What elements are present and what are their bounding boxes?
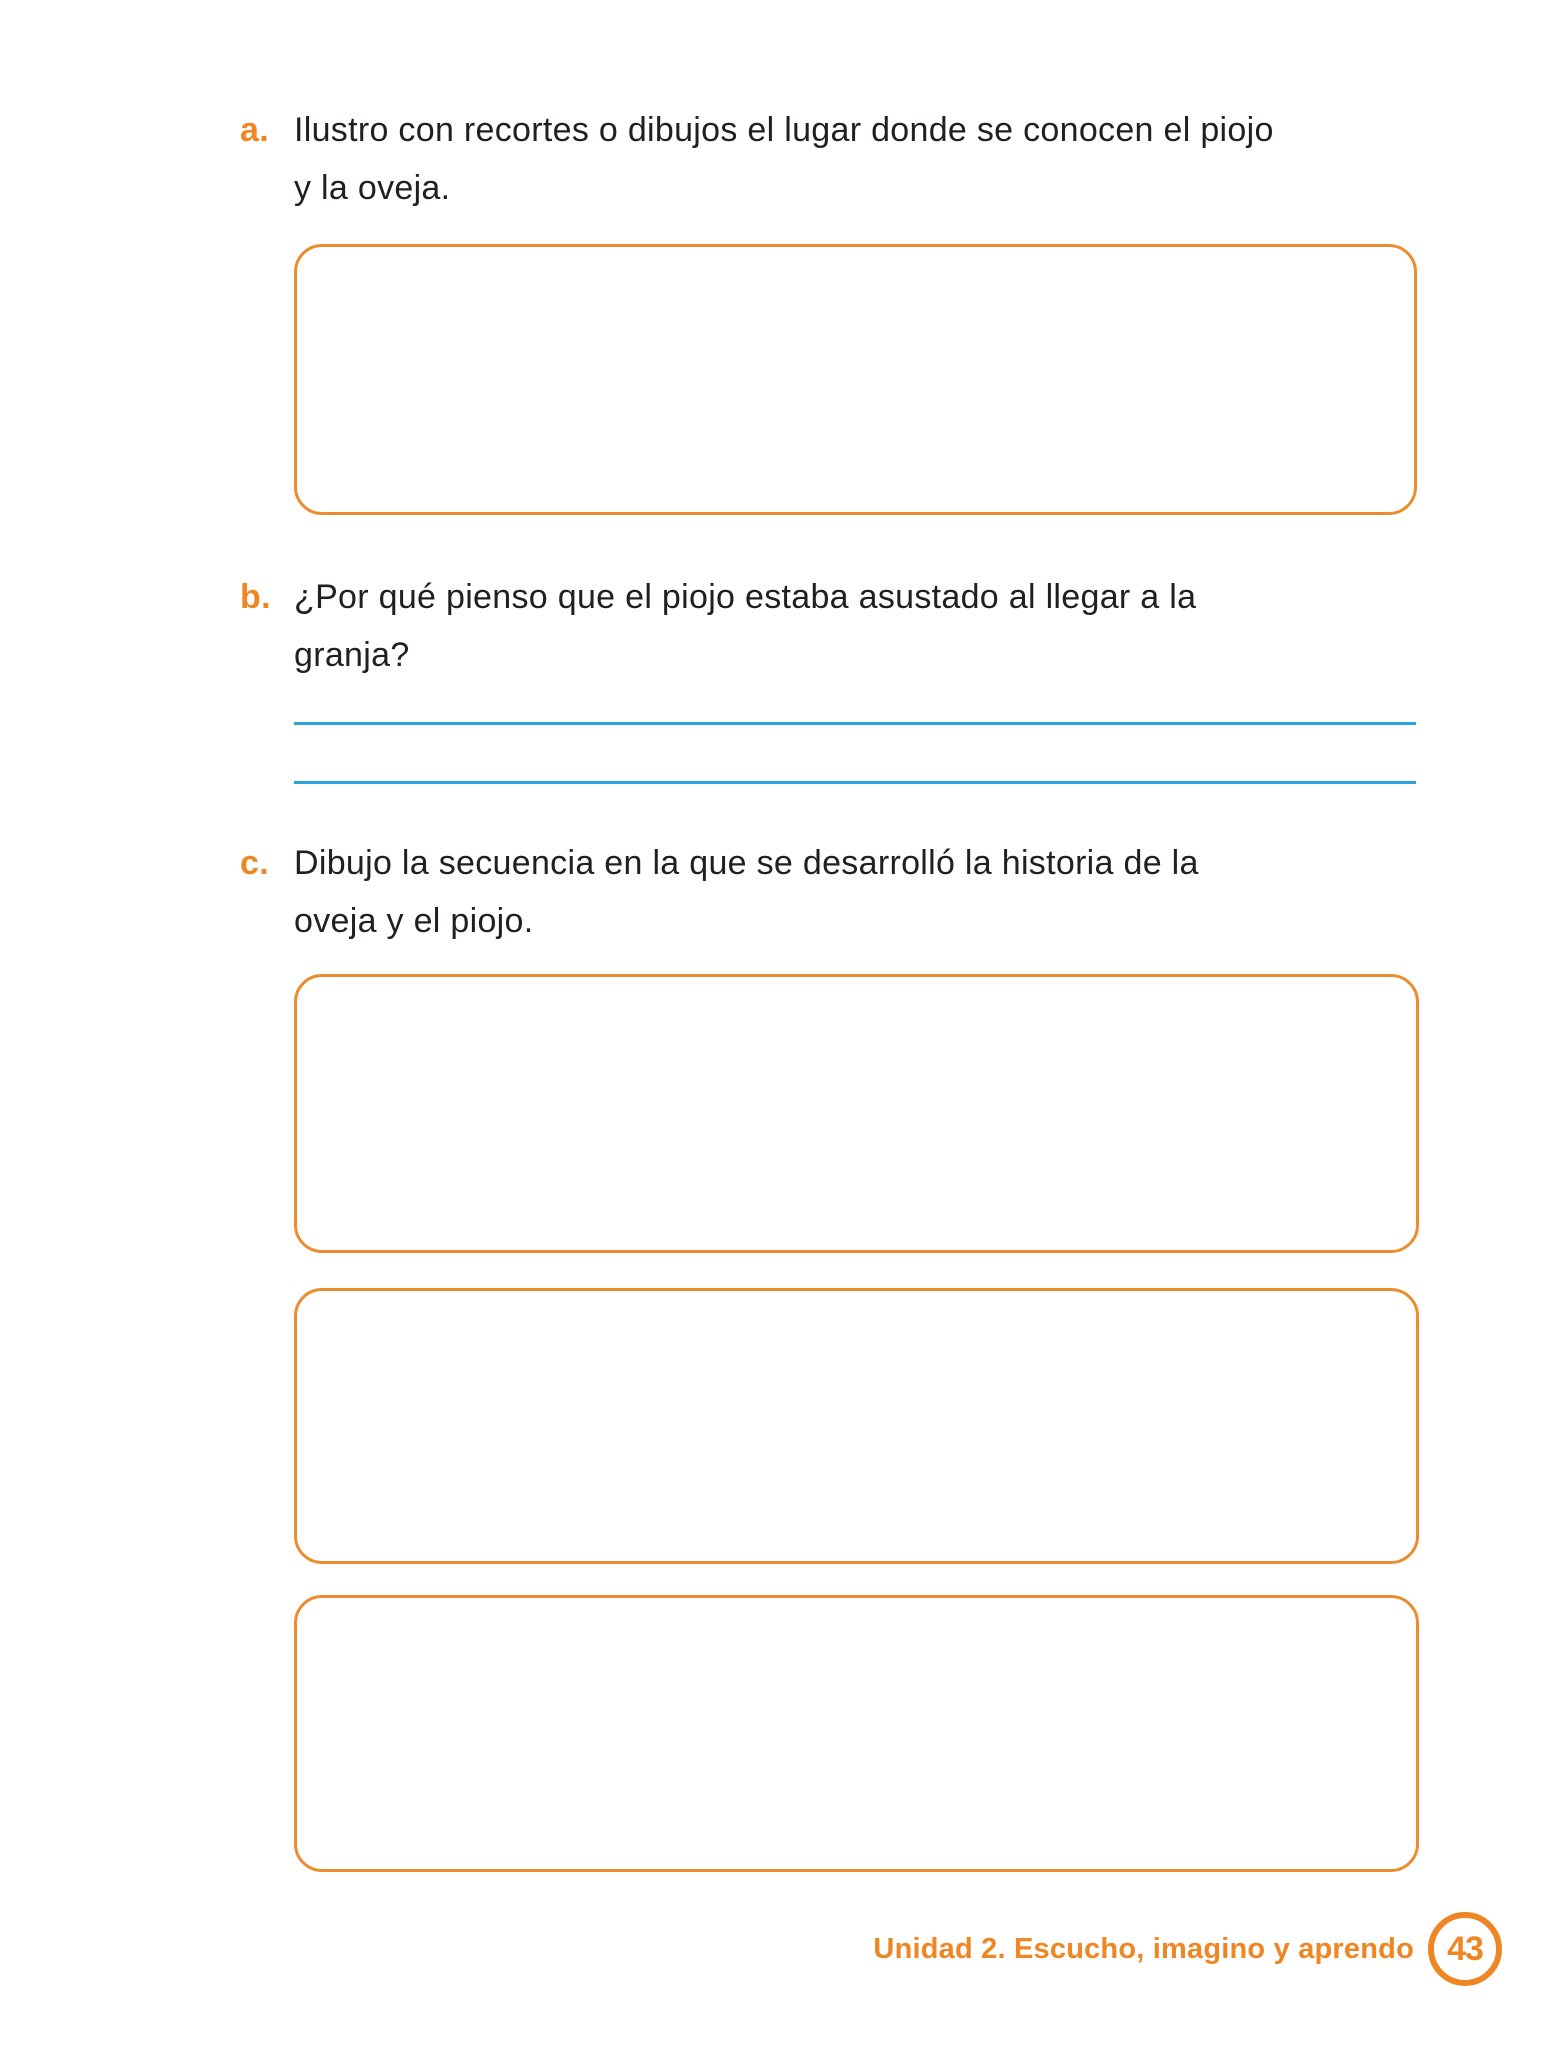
drawing-box-a[interactable] [294, 244, 1417, 515]
exercise-b-prompt [240, 568, 1196, 684]
unit-title: Unidad 2. Escucho, imagino y aprendo [873, 1932, 1414, 1965]
exercise-b-text-line-1: ¿Por qué pienso que el piojo estaba asustado al llegar a la [294, 578, 1197, 616]
exercise-a-text-line-1: Ilustro con recortes o dibujos el lugar donde se conocen el piojo [294, 111, 1274, 149]
exercise-b-text-line-2: granja? [294, 636, 410, 674]
page-number-badge [1428, 1912, 1502, 1986]
exercise-c-marker: c. [240, 844, 269, 882]
sequence-box-2[interactable] [294, 1288, 1419, 1564]
sequence-box-1[interactable] [294, 974, 1419, 1253]
exercise-c-text [294, 834, 1199, 950]
exercise-c-text-line-1: Dibujo la secuencia en la que se desarrolló la historia de la [294, 844, 1199, 882]
answer-line-2[interactable] [294, 781, 1416, 784]
exercise-a-text-line-2: y la oveja. [294, 169, 451, 207]
sequence-box-3[interactable] [294, 1595, 1419, 1872]
exercise-a-prompt [240, 101, 1274, 217]
exercise-b-text [294, 568, 1196, 684]
exercise-a-marker: a. [240, 111, 269, 149]
footer [873, 1912, 1502, 1986]
exercise-b-marker: b. [240, 578, 271, 616]
exercise-c-prompt [240, 834, 1199, 950]
answer-line-1[interactable] [294, 722, 1416, 725]
exercise-a-text [294, 101, 1274, 217]
exercise-c-text-line-2: oveja y el piojo. [294, 902, 534, 940]
page-number: 43 [1447, 1929, 1483, 1968]
